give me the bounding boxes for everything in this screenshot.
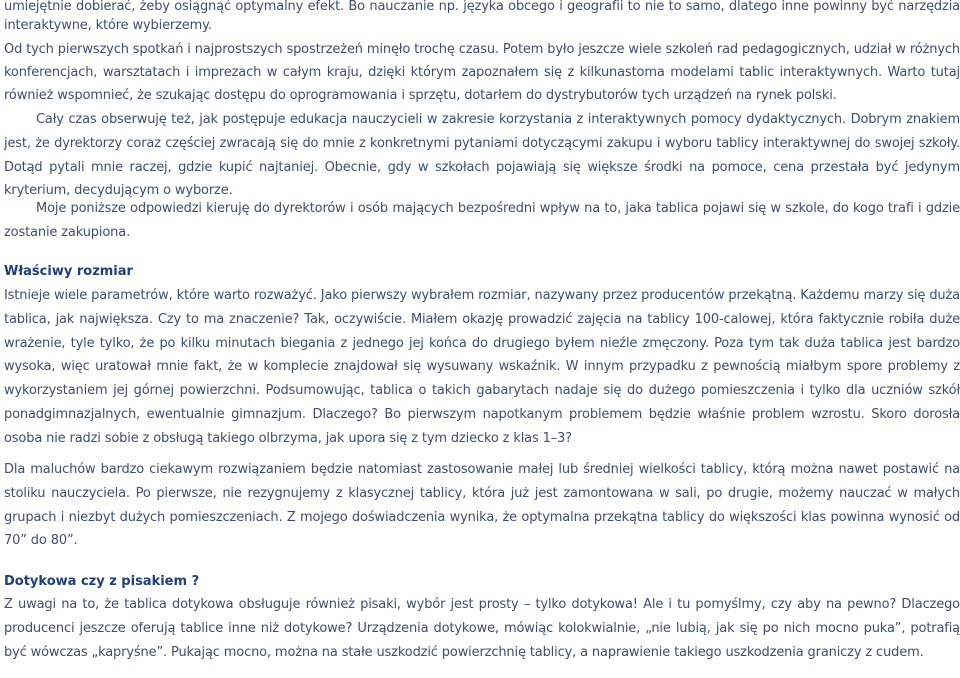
section-size-paragraph-2: Dla maluchów bardzo ciekawym rozwiązaniem będzie natomiast zastosowanie małej lub średniej wielkości tablicy, którą można nawet postawić na stoliku nauczyciela. Po pierwsze, nie rezygnujemy z klasycznej tablicy, która już jest zamontowana w sali, po drugie, możemy nauczać w małych grupach i niezbyt dużych pomieszczeniach. Z mojego doświadczenia wynika, że optymalna przekątna tablicy do większości klas powinna wynosić od 70” do 80”. [4, 462, 960, 549]
section-heading-size: Właściwy rozmiar [4, 264, 133, 279]
intro-paragraph-1: umiejętnie dobierać, żeby osiągnąć optymalny efekt. Bo nauczanie np. języka obcego i geografii to nie to samo, dlatego inne powinny być narzędzia interaktywne, które wybierzemy. [4, 0, 960, 33]
section-heading-touch: Dotykowa czy z pisakiem ? [4, 574, 200, 589]
intro-paragraph-2: Od tych pierwszych spotkań i najprostszych spostrzeżeń minęło trochę czasu. Potem było jeszcze wiele szkoleń rad pedagogicznych, udział w różnych konferencjach, warsztatach i imprezach w całym kraju, dzięki którym zapoznałem się z kilkunastoma modelami tablic interaktywnych. Warto tutaj również wspomnieć, że szukając dostępu do oprogramowania i sprzętu, dotarłem do dystrybutorów tych urządzeń na rynek polski. [4, 42, 960, 103]
intro-paragraph-3: Cały czas obserwuję też, jak postępuje edukacja nauczycieli w zakresie korzystania z interaktywnych pomocy dydaktycznych. Dobrym znakiem jest, że dyrektorzy coraz częściej zwracają się do mnie z konkretnymi pytaniami dotyczącymi zakupu i wyboru tablicy interaktywnej do swojej szkoły. Dotąd pytali mnie raczej, gdzie kupić najtaniej. Obecnie, gdy w szkołach pojawiają się większe środki na pomoce, cena przestała być jedynym kryterium, decydującym o wyborze. [4, 112, 960, 199]
section-size-paragraph-1: Istnieje wiele parametrów, które warto rozważyć. Jako pierwszy wybrałem rozmiar, nazywany przez producentów przekątną. Każdemu marzy się duża tablica, jak największa. Czy to ma znaczenie? Tak, oczywiście. Miałem okazję prowadzić zajęcia na tablicy 100-calowej, która faktycznie robiła duże wrażenie, tyle tylko, że po kilku minutach biegania z jednego jej końca do drugiego byłem nieźle zmęczony. Poza tym tak duża tablica jest bardzo wysoka, więc uratował mnie fakt, że w komplecie znajdował się wysuwany wskaźnik. W innym przypadku z pewnością miałbym spore problemy z wykorzystaniem jej górnej powierzchni. Podsumowując, tablica o takich gabarytach nadaje się do dużego pomieszczenia i tylko dla uczniów szkół ponadgimnazjalnych, ewentualnie gimnazjum. Dlaczego? Bo pierwszym napotkanym problemem będzie właśnie problem wzrostu. Skoro dorosła osoba nie radzi sobie z obsługą takiego olbrzyma, jak upora się z tym dziecko z klas 1–3? [4, 288, 960, 446]
intro-paragraph-4: Moje poniższe odpowiedzi kieruję do dyrektorów i osób mających bezpośredni wpływ na to, jaka tablica pojawi się w szkole, do kogo trafi i gdzie zostanie zakupiona. [4, 201, 960, 240]
section-touch-paragraph-1: Z uwagi na to, że tablica dotykowa obsługuje również pisaki, wybór jest prosty – tylko dotykowa! Ale i tu pomyślmy, czy aby na pewno? Dlaczego producenci jeszcze oferują tablice inne niż dotykowe? Urządzenia dotykowe, mówiąc kolokwialnie, „nie lubią, jak się po nich mocno puka”, potrafią być wówczas „kapryśne”. Pukając mocno, można na stałe uszkodzić powierzchnię tablicy, a naprawienie takiego uszkodzenia graniczy z cudem. [4, 597, 960, 660]
